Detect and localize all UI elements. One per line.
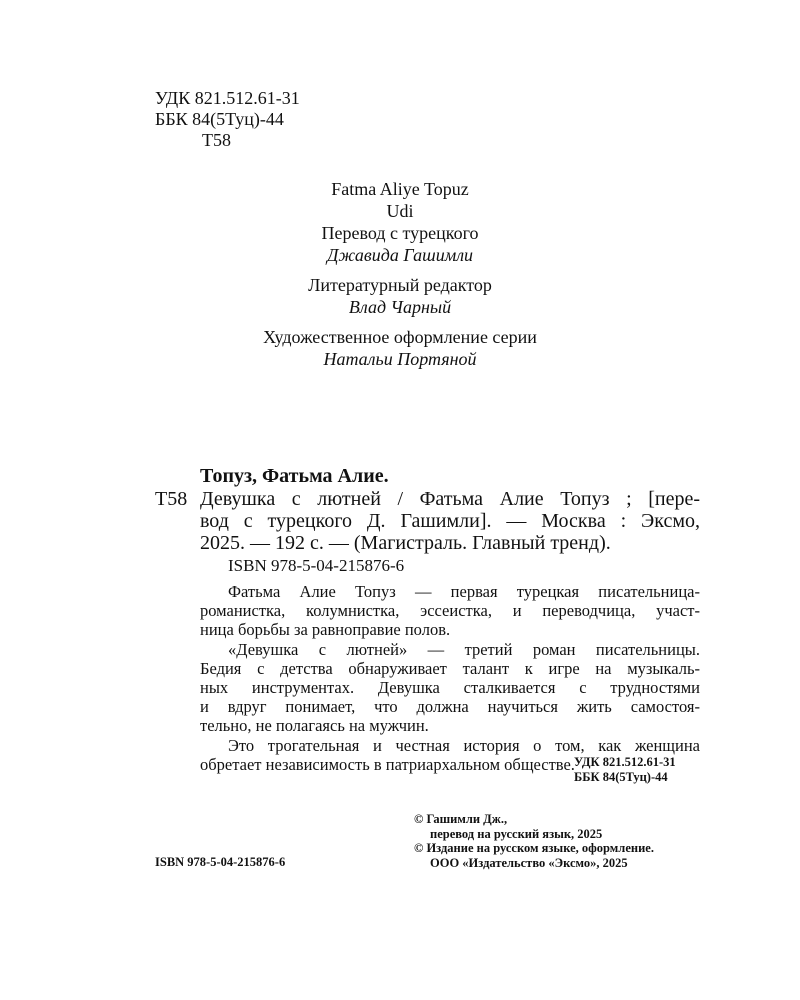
annotation [200,582,700,774]
editor-label: Литературный редактор [308,275,492,295]
design-label: Художественное оформление серии [263,327,537,347]
translation-label: Перевод с турецкого [321,223,479,243]
annotation-line: Бедия с детства обнаруживает талант к игре на музыкаль- [200,658,700,678]
original-title: Udi [386,201,414,221]
entry-line: Девушка с лютней / Фатьма Алие Топуз ; [пере- [200,488,700,510]
copyright-block [414,812,654,870]
author-sign-entry: Т58 [155,488,188,510]
annotation-line: обретает независимость в патриархальном обществе. [200,754,575,774]
translator-name: Джавида Гашимли [326,245,474,265]
footer-isbn: ISBN 978-5-04-215876-6 [155,855,286,869]
footer-bbk: ББК 84(5Туц)-44 [574,770,668,784]
author-heading: Топуз, Фатьма Алие. [200,465,389,487]
annotation-line: Фатьма Алие Топуз — первая турецкая писательница- [228,582,700,601]
bibliographic-entry [200,488,700,554]
annotation-line: ница борьбы за равноправие полов. [200,620,451,640]
copyright-edition: © Издание на русском языке, оформление. [414,841,654,855]
annotation-line: тельно, не полагаясь на мужчин. [200,716,429,736]
bbk-code: ББК 84(5Туц)-44 [155,109,284,129]
editor-name: Влад Чарный [348,297,452,317]
copyright-translator: © Гашимли Дж., [414,812,508,826]
copyright-publisher: ООО «Издательство «Эксмо», 2025 [430,855,628,870]
udk-code: УДК 821.512.61-31 [155,88,300,108]
author-sign: Т58 [202,130,231,150]
annotation-line: и вдруг понимает, что должна научиться жить самостоя- [200,697,700,717]
entry-line: 2025. — 192 с. — (Магистраль. Главный тренд). [200,532,611,554]
annotation-line: «Девушка с лютней» — третий роман писательницы. [228,639,700,659]
designer-name: Натальи Портяной [323,349,477,369]
footer-classification [574,755,676,785]
isbn-entry: ISBN 978-5-04-215876-6 [228,556,405,575]
footer-udk: УДК 821.512.61-31 [574,755,676,769]
credits-block [200,178,600,378]
annotation-line: Это трогательная и честная история о том, как женщина [228,735,700,755]
copyright-translation: перевод на русский язык, 2025 [430,826,603,841]
annotation-line: романистка, колумнистка, эссеистка, и переводчица, участ- [200,601,700,621]
original-author: Fatma Aliye Topuz [331,179,469,199]
classification-block [155,88,300,151]
entry-line: вод с турецкого Д. Гашимли]. — Москва : Эксмо, [200,510,700,532]
annotation-line: ных инструментах. Девушка сталкивается с трудностями [200,678,700,698]
